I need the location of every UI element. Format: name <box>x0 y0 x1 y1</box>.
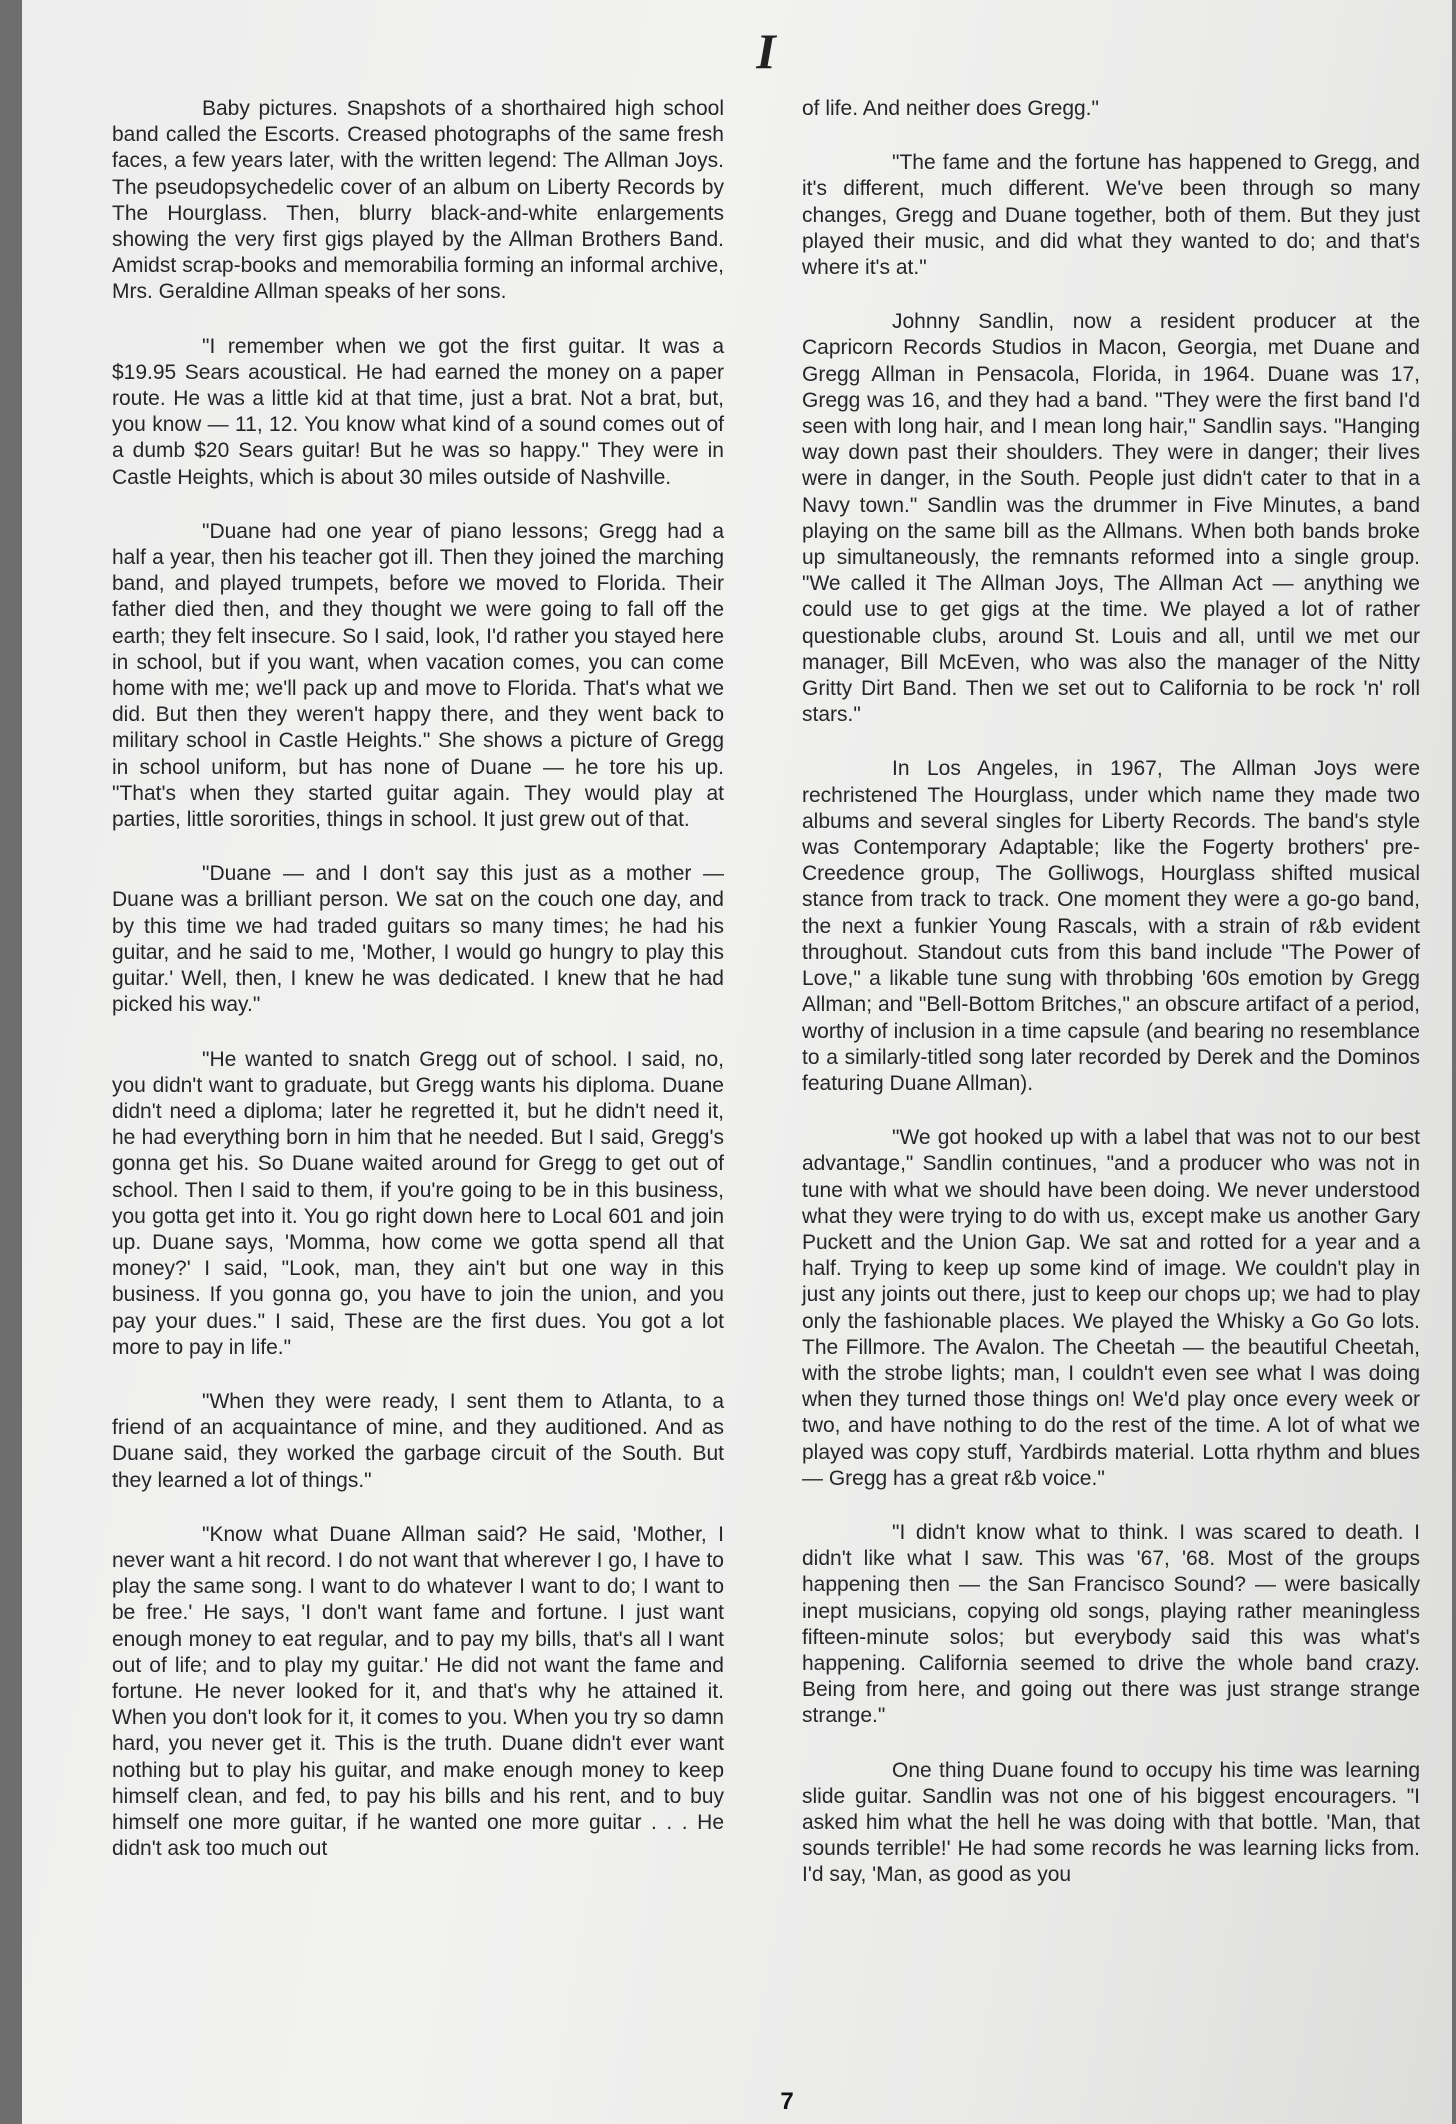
right-column <box>802 96 1420 1917</box>
paragraph: "Duane — and I don't say this just as a mother — Duane was a brilliant person. We sat on the couch one day, and by this time we had traded guitars so many times; he had his guitar, and he said to me, 'Mother, I would go hungry to play this guitar.' Well, then, I knew he was dedicated. I knew that he had picked his way." <box>112 862 724 1017</box>
paragraph: Johnny Sandlin, now a resident producer at the Capricorn Records Studios in Macon, Georgia, met Duane and Gregg Allman in Pensacola, Florida, in 1964. Duane was 17, Gregg was 16, and they had a band. "They were the first band I'd seen with long hair, and I mean long hair," Sandlin says. "Hanging way down past their shoulders. They were in danger; their lives were in danger, in the South. People just didn't cater to that in a Navy town." Sandlin was the drummer in Five Minutes, a band playing on the same bill as the Allmans. When both bands broke up simultaneously, the remnants reformed into a single group. "We called it The Allman Joys, The Allman Act — anything we could use to get gigs at the time. We played a lot of rather questionable clubs, around St. Louis and all, until we met our manager, Bill McEven, who was also the manager of the Nitty Gritty Dirt Band. Then we set out to California to be rock 'n' roll stars." <box>802 310 1420 727</box>
paragraph: "He wanted to snatch Gregg out of school. I said, no, you didn't want to graduate, but Gregg wants his diploma. Duane didn't need a diploma; later he regretted it, but he didn't need it, he had everything born in him that he needed. But I said, Gregg's gonna get his. So Duane waited around for Gregg to get out of school. Then I said to them, if you're going to be in this business, you gotta get into it. You go right down here to Local 601 and join up. Duane says, 'Momma, how come we gotta spend all that money?' I said, "Look, man, they ain't but one way in this business. If you gonna go, you have to join the union, and you pay your dues." I said, These are the first dues. You got a lot more to pay in life." <box>112 1047 724 1359</box>
section-numeral: I <box>756 23 776 79</box>
paragraph: "When they were ready, I sent them to Atlanta, to a friend of an acquaintance of mine, and they auditioned. And as Duane said, they worked the garbage circuit of the South. But they learned a lot of things." <box>112 1389 724 1492</box>
paragraph: In Los Angeles, in 1967, The Allman Joys were rechristened The Hourglass, under which name they made two albums and several singles for Liberty Records. The band's style was Contemporary Adaptable; like the Fogerty brothers' pre-Creedence group, The Golliwogs, Hourglass shifted musical stance from track to track. One moment they were a go-go band, the next a funkier Young Rascals, with a strain of r&b evident throughout. Standout cuts from this band include "The Power of Love," a likable tune sung with throbbing '60s emotion by Gregg Allman; and "Bell-Bottom Britches," an obscure artifact of a period, worthy of inclusion in a time capsule (and bearing no resemblance to a similarly-titled song later recorded by Derek and the Dominos featuring Duane Allman). <box>802 757 1420 1095</box>
paragraph-continuation: of life. And neither does Gregg." <box>802 97 1099 120</box>
page-number: 7 <box>780 2088 794 2115</box>
left-column <box>112 96 724 1890</box>
paragraph: "Know what Duane Allman said? He said, 'Mother, I never want a hit record. I do not want that wherever I go, I have to play the same song. I want to do whatever I want to do; I want to be free.' He says, 'I don't want fame and fortune. I just want enough money to eat regular, and to pay my bills, that's all I want out of life; and to play my guitar.' He did not want the fame and fortune. He never looked for it, and that's why he attained it. When you don't look for it, it comes to you. When you try so damn hard, you never get it. This is the truth. Duane didn't ever want nothing but to play his guitar, and make enough money to keep himself clean, and fed, to pay his bills and his rent, and to buy himself one more guitar, if he wanted one more guitar . . . He didn't ask too much out <box>112 1522 724 1861</box>
magazine-page <box>22 0 1452 2124</box>
paragraph: "Duane had one year of piano lessons; Gregg had a half a year, then his teacher got ill. Then they joined the marching band, and played trumpets, before we moved to Florida. Their father died then, and they thought we were going to fall off the earth; they felt insecure. So I said, look, I'd rather you stayed here in school, but if you want, when vacation comes, you can come home with me; we'll pack up and move to Florida. That's what we did. But then they weren't happy there, and they went back to military school in Castle Heights." She shows a picture of Gregg in school uniform, but has none of Duane — he tore his up. "That's when they started guitar again. They would play at parties, little sororities, things in school. It just grew out of that. <box>112 519 724 832</box>
paragraph: "We got hooked up with a label that was not to our best advantage," Sandlin continues, "and a producer who was not in tune with what we should have been doing. We never understood what they were trying to do with us, except make us another Gary Puckett and the Union Gap. We sat and rotted for a year and a half. Trying to keep up some kind of image. We couldn't play in just any joints out there, just to keep our chops up; we had to play only the fashionable places. We played the Whisky a Go Go lots. The Fillmore. The Avalon. The Cheetah — the beautiful Cheetah, with the strobe lights; man, I couldn't even see what I was doing when they turned those things on! We'd play once every week or two, and have nothing to do the rest of the time. A lot of what we played was copy stuff, Yardbirds material. Lotta rhythm and blues — Gregg has a great r&b voice." <box>802 1126 1420 1490</box>
paragraph: "I remember when we got the first guitar. It was a $19.95 Sears acoustical. He had earned the money on a paper route. He was a little kid at that time, just a brat. Not a brat, but, you know — 11, 12. You know what kind of a sound comes out of a dumb $20 Sears guitar! But he was so happy." They were in Castle Heights, which is about 30 miles outside of Nashville. <box>112 334 724 489</box>
paragraph: "I didn't know what to think. I was scared to death. I didn't like what I saw. This was '67, '68. Most of the groups happening then — the San Francisco Sound? — were basically inept musicians, copying old songs, playing rather meaningless fifteen-minute solos; but everybody said this was what's happening. California seemed to drive the whole band crazy. Being from here, and going out there was just strange strange strange." <box>802 1520 1420 1728</box>
paragraph: One thing Duane found to occupy his time was learning slide guitar. Sandlin was not one of his biggest encouragers. "I asked him what the hell he was doing with that bottle. 'Man, that sounds terrible!' He had some records he was learning licks from. I'd say, 'Man, as good as you <box>802 1758 1420 1887</box>
paragraph: "The fame and the fortune has happened to Gregg, and it's different, much different. We've been through so many changes, Gregg and Duane together, both of them. But they just played their music, and did what they wanted to do; and that's where it's at." <box>802 151 1420 280</box>
paragraph: Baby pictures. Snapshots of a shorthaired high school band called the Escorts. Creased photographs of the same fresh faces, a few years later, with the written legend: The Allman Joys. The pseudopsychedelic cover of an album on Liberty Records by The Hourglass. Then, blurry black-and-white enlargements showing the very first gigs played by the Allman Brothers Band. Amidst scrap-books and memorabilia forming an informal archive, Mrs. Geraldine Allman speaks of her sons. <box>112 97 724 304</box>
